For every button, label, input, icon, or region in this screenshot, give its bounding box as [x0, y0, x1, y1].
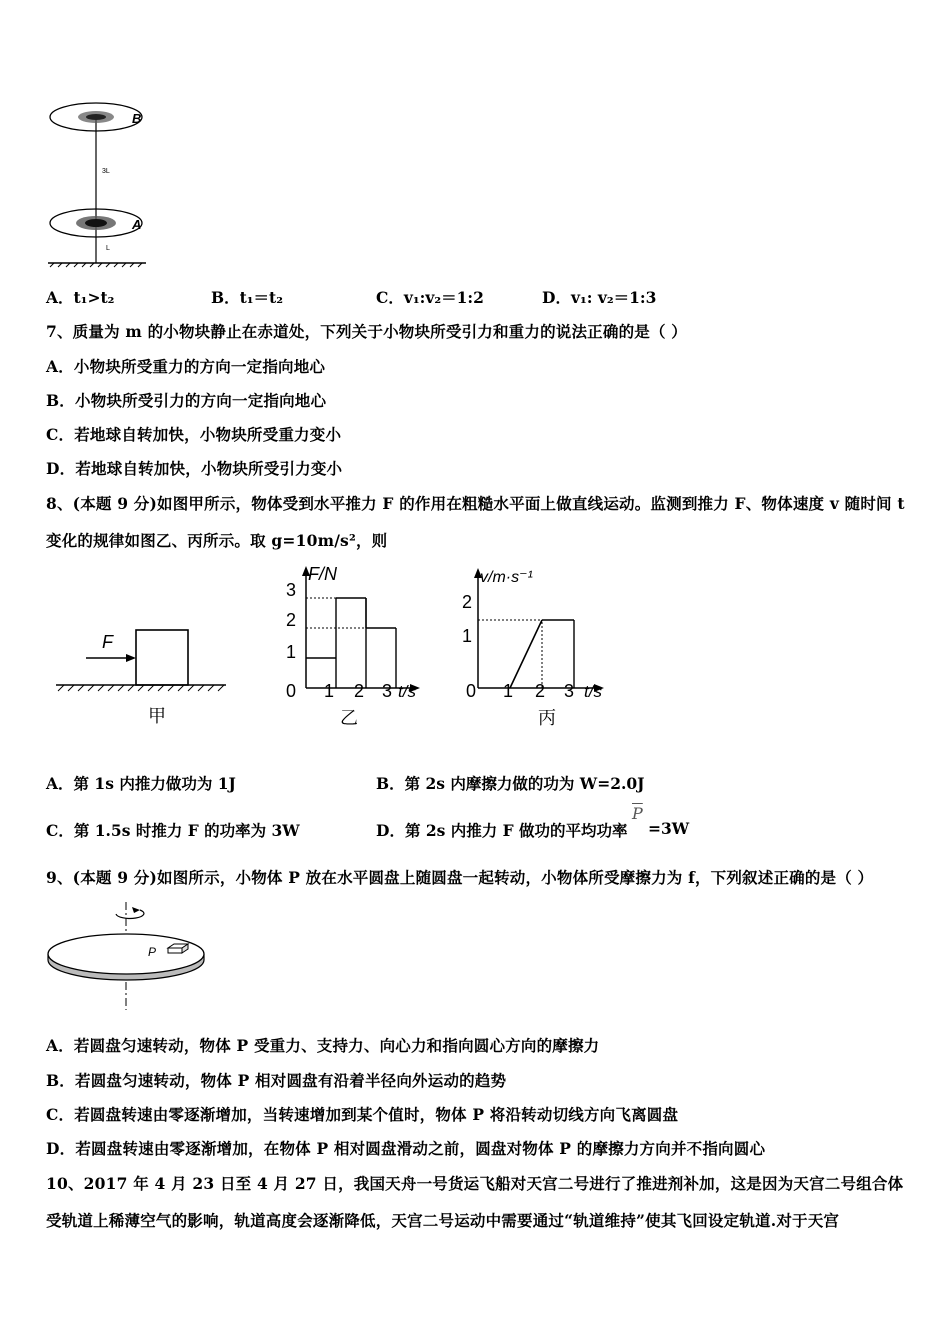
- q6-option-c: C．v₁:v₂＝1:2: [376, 288, 484, 307]
- q8-option-d: D．第 2s 内推力 F 做功的平均功率: [376, 821, 628, 840]
- q10-line1: 10、2017 年 4 月 23 日至 4 月 27 日，我国天舟一号货运飞船对天宫二号进行了推进剂补加，这是因为天宫二号组合体: [46, 1174, 904, 1193]
- chart-yi: [272, 560, 432, 735]
- chart-yi-ytick-2: 2: [286, 610, 297, 630]
- chart-yi-ylabel: F/N: [308, 564, 337, 584]
- block: [136, 630, 188, 685]
- q8-stem-line1: 8、(本题 9 分)如图甲所示，物体受到水平推力 F 的作用在粗糙水平面上做直线运动。监测到推力 F、物体速度 v 随时间 t: [46, 494, 905, 513]
- q7-option-b: B．小物块所受引力的方向一定指向地心: [46, 391, 327, 410]
- rings-figure: [44, 95, 154, 270]
- q9-option-a: A．若圆盘匀速转动，物体 P 受重力、支持力、向心力和指向圆心方向的摩擦力: [46, 1036, 600, 1055]
- q6-option-b: B．t₁＝t₂: [211, 288, 283, 307]
- label-p: P: [148, 945, 157, 959]
- q8-option-b: B．第 2s 内摩擦力做的功为 W=2.0J: [376, 774, 645, 793]
- q8-pbar: $\overline{P}$: [632, 804, 643, 823]
- fig-jia: [54, 620, 229, 730]
- disk-top: [48, 934, 204, 974]
- label-l: L: [106, 245, 110, 252]
- disk-figure: [44, 898, 214, 1013]
- label-a: A: [132, 217, 142, 232]
- chart-yi-xtick-1: 1: [324, 681, 335, 701]
- q8-stem-line2: 变化的规律如图乙、丙所示。取 g=10m/s²，则: [46, 531, 388, 550]
- q9-option-b: B．若圆盘匀速转动，物体 P 相对圆盘有沿着半径向外运动的趋势: [46, 1071, 507, 1090]
- label-b: B: [132, 111, 142, 126]
- q7-option-d: D．若地球自转加快，小物块所受引力变小: [46, 459, 343, 478]
- chart-bing-ylabel: v/m·s⁻¹: [480, 569, 533, 586]
- force-label: F: [102, 632, 113, 652]
- q8-option-d-tail: =3W: [648, 819, 690, 838]
- chart-yi-xtick-2: 2: [354, 681, 365, 701]
- q7-stem: 7、质量为 m 的小物块静止在赤道处，下列关于小物块所受引力和重力的说法正确的是（ ）: [46, 322, 687, 341]
- chart-bing-ytick-1: 1: [462, 626, 473, 646]
- chart-bing-ytick-2: 2: [462, 592, 473, 612]
- chart-yi-xtick-3: 3: [382, 681, 393, 701]
- q7-option-c: C．若地球自转加快，小物块所受重力变小: [46, 425, 342, 444]
- chart-yi-ytick-3: 3: [286, 580, 297, 600]
- chart-bing-xtick-3: 3: [564, 681, 575, 701]
- q9-stem: 9、(本题 9 分)如图所示，小物体 P 放在水平圆盘上随圆盘一起转动，小物体所受摩擦力为 f，下列叙述正确的是（ ）: [46, 868, 874, 887]
- chart-yi-caption: 乙: [340, 708, 358, 729]
- chart-yi-ytick-1: 1: [286, 642, 297, 662]
- chart-yi-xlabel: t/s: [398, 682, 416, 701]
- q8-option-c: C．第 1.5s 时推力 F 的功率为 3W: [46, 821, 300, 840]
- label-3l: 3L: [102, 168, 110, 175]
- caption-jia: 甲: [148, 706, 166, 727]
- chart-bing-xtick-1: 1: [503, 681, 514, 701]
- q6-option-a: A．t₁>t₂: [46, 288, 115, 307]
- chart-bing-caption: 丙: [538, 708, 556, 729]
- q7-option-a: A．小物块所受重力的方向一定指向地心: [46, 357, 326, 376]
- chart-bing: [452, 560, 622, 735]
- chart-yi-origin: 0: [286, 681, 297, 701]
- q9-option-c: C．若圆盘转速由零逐渐增加，当转速增加到某个值时，物体 P 将沿转动切线方向飞离圆盘: [46, 1105, 679, 1124]
- chart-bing-xtick-2: 2: [535, 681, 546, 701]
- q10-line2: 受轨道上稀薄空气的影响，轨道高度会逐渐降低，天宫二号运动中需要通过“轨道维持”使其飞回设定轨道.对于天宫: [46, 1211, 840, 1230]
- chart-bing-segment-2: [510, 620, 542, 688]
- chart-bing-origin: 0: [466, 681, 477, 701]
- q9-option-d: D．若圆盘转速由零逐渐增加，在物体 P 相对圆盘滑动之前，圆盘对物体 P 的摩擦力方向并不指向圆心: [46, 1139, 766, 1158]
- q8-option-a: A．第 1s 内推力做功为 1J: [46, 774, 236, 793]
- chart-bing-xlabel: t/s: [584, 682, 602, 701]
- q6-option-d: D．v₁: v₂＝1:3: [542, 288, 657, 307]
